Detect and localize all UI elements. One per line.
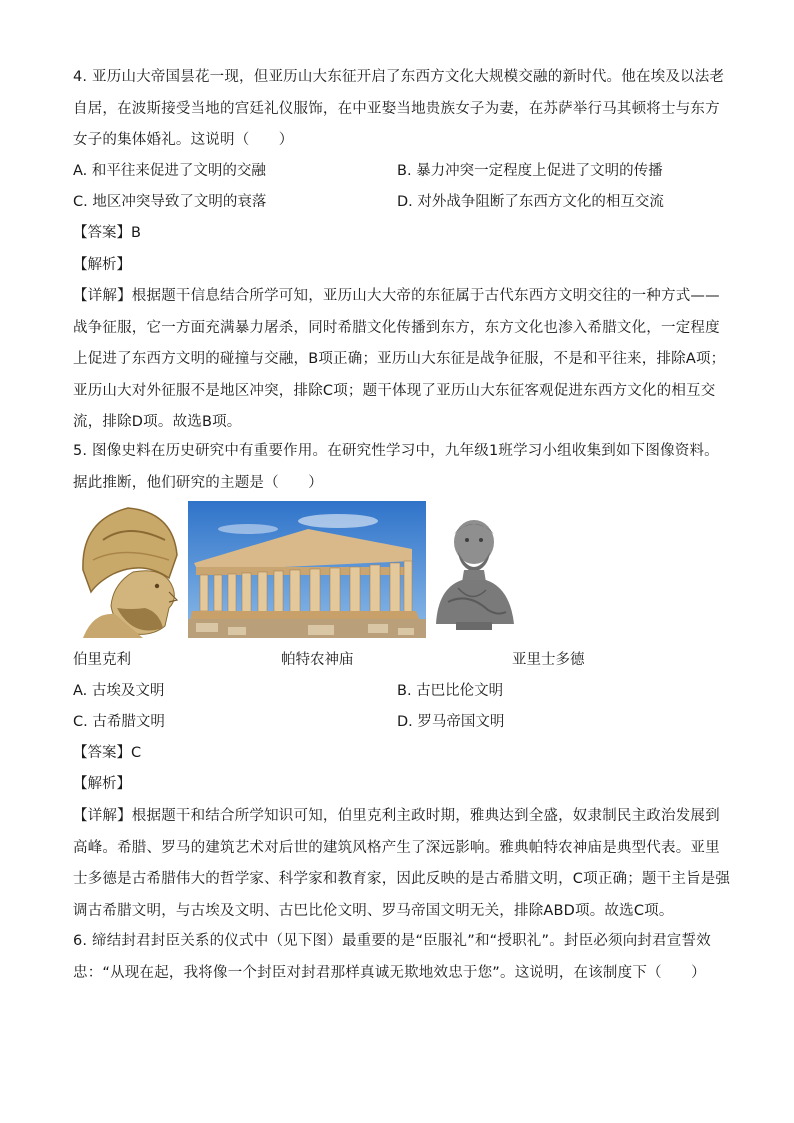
parthenon-image [188, 501, 426, 638]
q6-stem: 6. 缔结封君封臣关系的仪式中（见下图）最重要的是“臣服礼”和“授职礼”。封臣必须向封君宣誓效忠：“从现在起，我将像一个封臣对封君那样真诚无欺地效忠于您”。这说明，在该制度下（ ） [73, 933, 711, 981]
caption-parthenon: 帕特农神庙 [281, 652, 354, 668]
q5-option-c: C. 古希腊文明 [73, 714, 165, 730]
caption-pericles: 伯里克利 [73, 652, 131, 668]
q5-option-d: D. 罗马帝国文明 [397, 714, 505, 730]
q4-answer: 【答案】B [73, 225, 141, 241]
q5-detail: 【详解】根据题干和结合所学知识可知，伯里克利主政时期，雅典达到全盛，奴隶制民主政治发展到高峰。希腊、罗马的建筑艺术对后世的建筑风格产生了深远影响。雅典帕特农神庙是典型代表。亚里士多德是古希腊伟大的哲学家、科学家和教育家，因此反映的是古希腊文明，C项正确；题干主旨是强调古希腊文明，与古埃及文明、古巴比伦文明、罗马帝国文明无关，排除ABD项。故选C项。 [73, 808, 731, 919]
q4-stem: 4. 亚历山大帝国昙花一现，但亚历山大东征开启了东西方文化大规模交融的新时代。他在埃及以法老自居，在波斯接受当地的宫廷礼仪服饰，在中亚娶当地贵族女子为妻，在苏萨举行马其顿将士与东方女子的集体婚礼。这说明（ ） [73, 69, 725, 148]
caption-aristotle: 亚里士多德 [512, 652, 585, 668]
q4-option-b: B. 暴力冲突一定程度上促进了文明的传播 [397, 163, 663, 179]
q5-stem: 5. 图像史料在历史研究中有重要作用。在研究性学习中，九年级1班学习小组收集到如下图像资料。据此推断，他们研究的主题是（ ） [73, 443, 719, 491]
q4-option-c: C. 地区冲突导致了文明的衰落 [73, 194, 267, 210]
pericles-image [73, 500, 185, 638]
q5-analysis-label: 【解析】 [73, 776, 131, 792]
q4-option-d: D. 对外战争阻断了东西方文化的相互交流 [397, 194, 664, 210]
q5-option-a: A. 古埃及文明 [73, 683, 165, 699]
q4-option-a: A. 和平往来促进了文明的交融 [73, 163, 266, 179]
q5-answer: 【答案】C [73, 745, 142, 761]
q5-option-b: B. 古巴比伦文明 [397, 683, 504, 699]
aristotle-bust-image [428, 512, 520, 630]
q4-detail: 【详解】根据题干信息结合所学可知，亚历山大大帝的东征属于古代东西方文明交往的一种方式——战争征服，它一方面充满暴力屠杀，同时希腊文化传播到东方，东方文化也渗入希腊文化，一定程度上促进了东西方文明的碰撞与交融，B项正确；亚历山大东征是战争征服，不是和平往来，排除A项；亚历山大对外征服不是地区冲突，排除C项；题干体现了亚历山大东征客观促进东西方文化的相互交流，排除D项。故选B项。 [73, 288, 726, 430]
q4-analysis-label: 【解析】 [73, 257, 131, 273]
